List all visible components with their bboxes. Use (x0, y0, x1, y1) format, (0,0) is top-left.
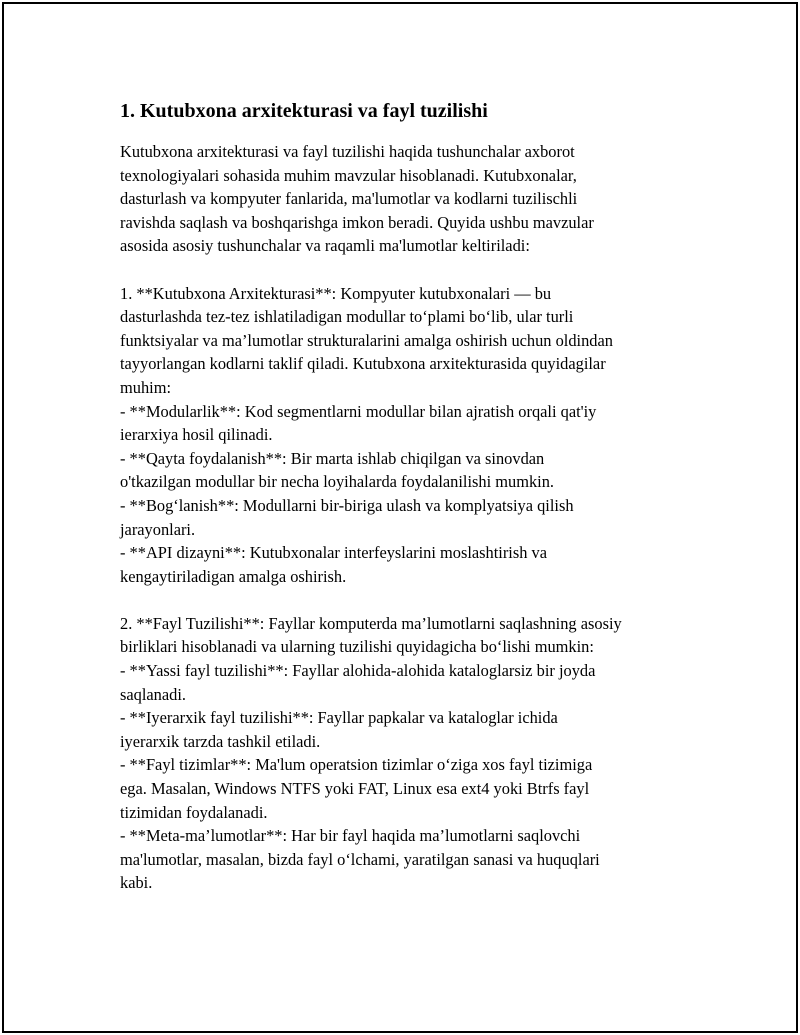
section-library-architecture: 1. **Kutubxona Arxitekturasi**: Kompyuter kutubxonalari — bu dasturlashda tez-tez ishlatiladigan modullar to‘plami bo‘lib, ular turli funktsiyalar va ma’lumotlar strukturalarini amalga oshirish uchun oldindan tayyorlangan kodlarni taklif qiladi. Kutubxona arxitekturasida quyidagilar muhim: - **Modularlik**: Kod segmentlarni modullar bilan ajratish orqali qat'iy ierarxiya hosil qilinadi. - **Qayta foydalanish**: Bir marta ishlab chiqilgan va sinovdan o'tkazilgan modullar bir necha loyihalarda foydalanilishi mumkin. - **Bog‘lanish**: Modullarni bir-biriga ulash va komplyatsiya qilish jarayonlari. - **API dizayni**: Kutubxonalar interfeyslarini moslashtirish va kengaytiriladigan amalga oshirish. (120, 283, 613, 586)
page-border (2, 2, 798, 1033)
paragraph-gap (120, 588, 700, 612)
paragraph-gap (120, 258, 700, 282)
document-body (120, 98, 700, 895)
intro-paragraph: Kutubxona arxitekturasi va fayl tuzilishi haqida tushunchalar axborot texnologiyalari sohasida muhim mavzular hisoblanadi. Kutubxonalar, dasturlash va kompyuter fanlarida, ma'lumotlar va kodlarni tuzilischli ravishda saqlash va boshqarishga imkon beradi. Quyida ushbu mavzular asosida asosiy tushunchalar va raqamli ma'lumotlar keltiriladi: (120, 142, 594, 256)
section-file-structure: 2. **Fayl Tuzilishi**: Fayllar komputerda ma’lumotlarni saqlashning asosiy birliklari hisoblanadi va ularning tuzilishi quyidagicha bo‘lishi mumkin: - **Yassi fayl tuzilishi**: Fayllar alohida-alohida kataloglarsiz bir joyda saqlanadi. - **Iyerarxik fayl tuzilishi**: Fayllar papkalar va kataloglar ichida iyerarxik tarzda tashkil etiladi. - **Fayl tizimlar**: Ma'lum operatsion tizimlar o‘ziga xos fayl tizimiga ega. Masalan, Windows NTFS yoki FAT, Linux esa ext4 yoki Btrfs fayl tizimidan foydalanadi. - **Meta-ma’lumotlar**: Har bir fayl haqida ma’lumotlarni saqlovchi ma'lumotlar, masalan, bizda fayl o‘lchami, yaratilgan sanasi va huquqlari kabi. (120, 613, 622, 893)
document-heading: 1. Kutubxona arxitekturasi va fayl tuzilishi (120, 100, 488, 122)
